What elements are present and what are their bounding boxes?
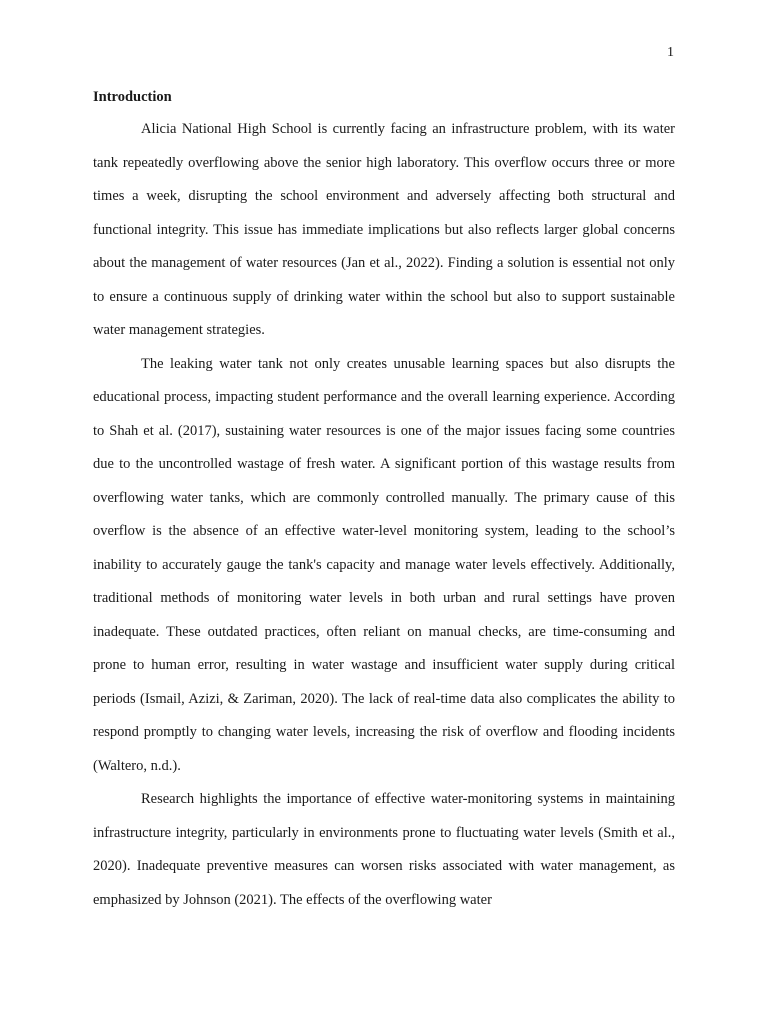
paragraph-2: The leaking water tank not only creates unusable learning spaces but also disrupts the educational process, impacting student performance and the overall learning experience. According to Shah et al. (2017), sustaining water resources is one of the major issues facing some countries due to the uncontrolled wastage of fresh water. A significant portion of this wastage results from overflowing water tanks, which are commonly controlled manually. The primary cause of this overflow is the absence of an effective water-level monitoring system, leading to the school’s inability to accurately gauge the tank's capacity and manage water levels effectively. Additionally, traditional methods of monitoring water levels in both urban and rural settings have proven inadequate. These outdated practices, often reliant on manual checks, are time-consuming and prone to human error, resulting in water wastage and insufficient water supply during critical periods (Ismail, Azizi, & Zariman, 2020). The lack of real-time data also complicates the ability to respond promptly to changing water levels, increasing the risk of overflow and flooding incidents (Waltero, n.d.). — [93, 355, 675, 774]
document-body — [93, 86, 675, 917]
paragraph-1: Alicia National High School is currently facing an infrastructure problem, with its water tank repeatedly overflowing above the senior high laboratory. This overflow occurs three or more times a week, disrupting the school environment and adversely affecting both structural and functional integrity. This issue has immediate implications but also reflects larger global concerns about the management of water resources (Jan et al., 2022). Finding a solution is essential not only to ensure a continuous supply of drinking water within the school but also to support sustainable water management strategies. — [93, 121, 675, 338]
section-heading: Introduction — [93, 89, 172, 105]
paragraph-3: Research highlights the importance of effective water-monitoring systems in maintaining infrastructure integrity, particularly in environments prone to fluctuating water levels (Smith et al., 2020). Inadequate preventive measures can worsen risks associated with water management, as emphasized by Johnson (2021). The effects of the overflowing water — [93, 791, 675, 908]
page-number: 1 — [667, 45, 674, 60]
